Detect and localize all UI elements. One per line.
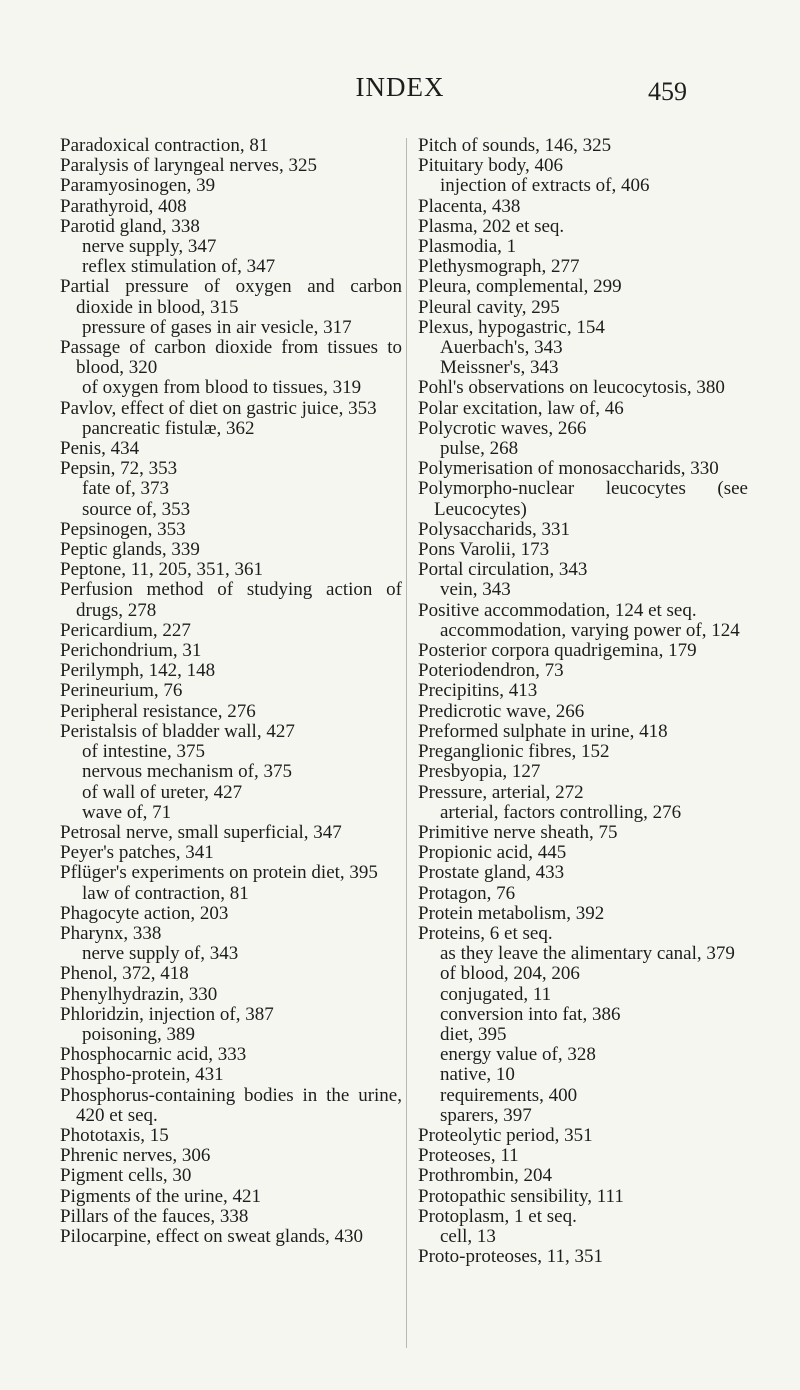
index-subentry: sparers, 397 [440, 1104, 532, 1126]
index-entry: Penis, 434 [60, 438, 140, 460]
index-subentry: Auerbach's, 343 [440, 337, 563, 359]
index-entry: Pericardium, 227 [60, 619, 191, 641]
index-entry: Propionic acid, 445 [418, 842, 567, 864]
index-entry: Preganglionic fibres, 152 [418, 741, 610, 763]
index-entry: Phospho-protein, 431 [60, 1064, 224, 1086]
index-entry: Poteriodendron, 73 [418, 660, 564, 682]
index-entry: Pigments of the urine, 421 [60, 1185, 262, 1207]
index-entry: Plethysmograph, 277 [418, 256, 580, 278]
index-entry: Peripheral resistance, 276 [60, 700, 256, 722]
index-entry: Pigment cells, 30 [60, 1165, 192, 1187]
index-subentry: energy value of, 328 [440, 1044, 596, 1066]
index-entry: Peyer's patches, 341 [60, 842, 214, 864]
index-entry: Pleura, complemental, 299 [418, 276, 622, 298]
index-entry: Paralysis of laryngeal nerves, 325 [60, 155, 317, 177]
index-entry: Pflüger's experiments on protein diet, 395 [60, 862, 378, 884]
index-subentry: of oxygen from blood to tissues, 319 [82, 377, 362, 399]
index-entry: Protein metabolism, 392 [418, 902, 605, 924]
index-subentry: cell, 13 [440, 1225, 496, 1247]
index-entry: Paradoxical contraction, 81 [60, 135, 269, 156]
index-entry: Pepsinogen, 353 [60, 518, 186, 540]
index-entry: Primitive nerve sheath, 75 [418, 821, 618, 843]
index-entry: Polar excitation, law of, 46 [418, 397, 624, 419]
index-column-right [418, 136, 748, 1267]
index-entry: Passage of carbon dioxide from tissues to blood, 320 [60, 337, 402, 379]
index-entry: Positive accommodation, 124 et seq. [418, 599, 697, 621]
index-subentry: as they leave the alimentary canal, 379 [440, 943, 735, 965]
index-subentry: source of, 353 [82, 498, 191, 520]
index-subentry: requirements, 400 [440, 1084, 578, 1106]
index-subentry: poisoning, 389 [82, 1023, 195, 1045]
index-entry: Plasma, 202 et seq. [418, 215, 565, 237]
index-entry: Presbyopia, 127 [418, 761, 541, 783]
index-entry: Phenylhydrazin, 330 [60, 983, 218, 1005]
index-subentry: conjugated, 11 [440, 983, 552, 1005]
index-entry: Pavlov, effect of diet on gastric juice, 353 [60, 397, 377, 419]
index-entry: Plexus, hypogastric, 154 [418, 316, 605, 338]
index-entry: Polycrotic waves, 266 [418, 417, 587, 439]
index-subentry: law of contraction, 81 [82, 882, 249, 904]
index-entry: Protoplasm, 1 et seq. [418, 1205, 577, 1227]
page-header [0, 72, 800, 112]
index-entry: Pons Varolii, 173 [418, 539, 550, 561]
index-entry: Phagocyte action, 203 [60, 902, 229, 924]
index-subentry: wave of, 71 [82, 801, 172, 823]
index-entry: Pilocarpine, effect on sweat glands, 430 [60, 1225, 364, 1247]
index-entry: Pillars of the fauces, 338 [60, 1205, 249, 1227]
index-entry: Peristalsis of bladder wall, 427 [60, 720, 295, 742]
index-entry: Perineurium, 76 [60, 680, 183, 702]
index-entry: Peptic glands, 339 [60, 539, 200, 561]
index-entry: Perilymph, 142, 148 [60, 660, 216, 682]
index-entry: Proteoses, 11 [418, 1145, 519, 1167]
index-entry: Perichondrium, 31 [60, 640, 202, 662]
index-entry: Polymerisation of monosaccharids, 330 [418, 458, 719, 480]
index-entry: Petrosal nerve, small superficial, 347 [60, 821, 342, 843]
index-entry: Prostate gland, 433 [418, 862, 565, 884]
index-entry: Phrenic nerves, 306 [60, 1145, 211, 1167]
index-entry: Paramyosinogen, 39 [60, 175, 216, 197]
index-entry: Polymorpho-nuclear leucocytes (see Leucocytes) [418, 478, 748, 520]
index-entry: Protagon, 76 [418, 882, 516, 904]
index-column-left [60, 136, 402, 1247]
index-subentry: injection of extracts of, 406 [440, 175, 650, 197]
index-subentry: fate of, 373 [82, 478, 170, 500]
index-subentry: nerve supply, 347 [82, 236, 217, 258]
index-subentry: accommodation, varying power of, 124 [440, 619, 740, 641]
index-subentry: Meissner's, 343 [440, 357, 559, 379]
index-subentry: of intestine, 375 [82, 741, 205, 763]
index-entry: Proteins, 6 et seq. [418, 922, 553, 944]
index-entry: Peptone, 11, 205, 351, 361 [60, 559, 264, 581]
index-entry: Placenta, 438 [418, 195, 521, 217]
index-entry: Polysaccharids, 331 [418, 518, 570, 540]
index-entry: Proteolytic period, 351 [418, 1124, 593, 1146]
index-entry: Phototaxis, 15 [60, 1124, 169, 1146]
index-entry: Protopathic sensibility, 111 [418, 1185, 624, 1207]
index-entry: Portal circulation, 343 [418, 559, 588, 581]
page-number: 459 [648, 77, 687, 106]
index-entry: Partial pressure of oxygen and carbon dioxide in blood, 315 [60, 276, 402, 318]
index-entry: Parotid gland, 338 [60, 215, 200, 237]
index-entry: Perfusion method of studying action of drugs, 278 [60, 579, 402, 621]
index-entry: Pitch of sounds, 146, 325 [418, 135, 612, 156]
index-subentry: of wall of ureter, 427 [82, 781, 243, 803]
index-entry: Phosphorus-containing bodies in the urine, 420 et seq. [60, 1084, 402, 1126]
index-subentry: pulse, 268 [440, 438, 519, 460]
index-entry: Phloridzin, injection of, 387 [60, 1003, 274, 1025]
index-entry: Pohl's observations on leucocytosis, 380 [418, 377, 725, 399]
index-entry: Phenol, 372, 418 [60, 963, 189, 985]
index-entry: Phosphocarnic acid, 333 [60, 1044, 247, 1066]
index-entry: Preformed sulphate in urine, 418 [418, 720, 668, 742]
index-subentry: arterial, factors controlling, 276 [440, 801, 682, 823]
index-entry: Prothrombin, 204 [418, 1165, 553, 1187]
index-subentry: nerve supply of, 343 [82, 943, 239, 965]
index-entry: Pepsin, 72, 353 [60, 458, 178, 480]
index-entry: Plasmodia, 1 [418, 236, 517, 258]
index-entry: Pituitary body, 406 [418, 155, 563, 177]
index-subentry: nervous mechanism of, 375 [82, 761, 293, 783]
index-entry: Pleural cavity, 295 [418, 296, 560, 318]
index-entry: Posterior corpora quadrigemina, 179 [418, 640, 697, 662]
index-entry: Parathyroid, 408 [60, 195, 187, 217]
index-entry: Pharynx, 338 [60, 922, 162, 944]
index-subentry: pancreatic fistulæ, 362 [82, 417, 255, 439]
index-subentry: of blood, 204, 206 [440, 963, 580, 985]
index-entry: Proto-proteoses, 11, 351 [418, 1246, 604, 1268]
index-subentry: conversion into fat, 386 [440, 1003, 621, 1025]
index-subentry: diet, 395 [440, 1023, 507, 1045]
index-subentry: reflex stimulation of, 347 [82, 256, 276, 278]
index-subentry: pressure of gases in air vesicle, 317 [82, 316, 352, 338]
index-subentry: vein, 343 [440, 579, 511, 601]
index-entry: Predicrotic wave, 266 [418, 700, 585, 722]
column-divider [406, 138, 407, 1348]
index-entry: Pressure, arterial, 272 [418, 781, 584, 803]
page-title: INDEX [355, 72, 445, 102]
index-subentry: native, 10 [440, 1064, 515, 1086]
index-entry: Precipitins, 413 [418, 680, 538, 702]
